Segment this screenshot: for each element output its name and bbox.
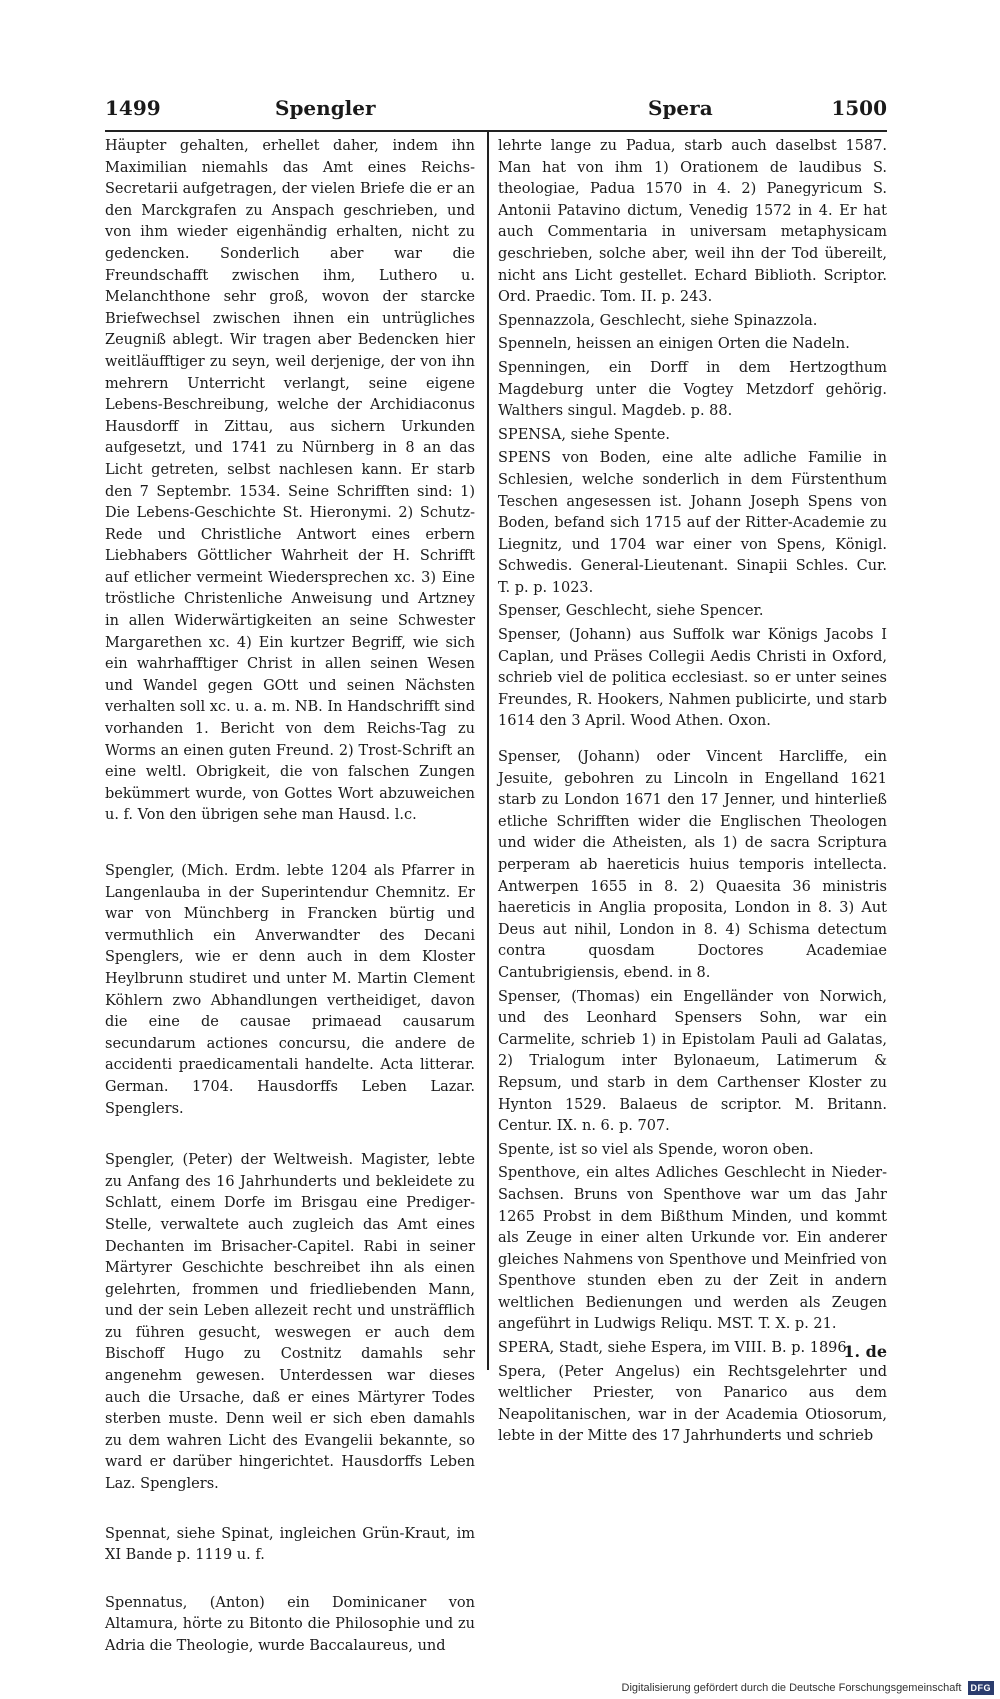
page-number-left: 1499 <box>105 96 161 120</box>
entry-spennatus: Spennatus, (Anton) ein Dominicaner von Altamura, hörte zu Bitonto die Philosophie und zu Adria die Theologie, wurde Baccalaureus, und <box>105 1594 475 1654</box>
entry-spera-stadt: SPERA, Stadt, siehe Espera, im VIII. B. p. 1896 <box>498 1340 847 1357</box>
page-number-right: 1500 <box>831 96 887 120</box>
entry-spenser-johann-jesuit: Spenser, (Johann) oder Vincent Harcliffe, ein Jesuite, gebohren zu Lincoln in Engelland 1621 starb zu London 1671 den 17 Jenner, und hinterließ etliche Schrifften wider die Englischen Theologen und wider die Atheisten, als 1) de sacra Scriptura perperam ab haereticis huius temporis intellecta. Antwerpen 1655 in 8. 2) Quaesita 36 ministris haereticis in Anglia proposita, London in 8. 3) Aut Deus aut nihil, London in 8. 4) Schisma detectum contra quosdam Doctores Academiae Cantubrigiensis, ebend. in 8. <box>498 749 887 981</box>
book-page <box>95 88 887 1654</box>
entry-spensa: SPENSA, siehe Spente. <box>498 426 670 443</box>
running-title-right: Spera <box>648 96 713 120</box>
entry-spenser-thomas: Spenser, (Thomas) ein Engelländer von Norwich, und des Leonhard Spensers Sohn, war ein Carmelite, schrieb 1) in Epistolam Pauli ad Galatas, 2) Trialogum inter Bylonaeum, Latimerum & Repsum, und starb in dem Carthenser Kloster zu Hynton 1529. Balaeus de scriptor. M. Britann. Centur. IX. n. 6. p. 707. <box>498 988 887 1135</box>
entry-spengler-michael: Spengler, (Mich. Erdm. lebte 1204 als Pfarrer in Langenlauba in der Superintendur Chemnitz. Er war von Münchberg in Francken bürtig und vermuthlich ein Anverwandter des Decani Spenglers, wie er denn auch in dem Kloster Heylbrunn studiret und unter M. Martin Clement Köhlern zwo Abhandlungen vertheidiget, davon die eine de causae primaead causarum secundarum actiones concursu, die andere de accidenti praedicamentali handelte. Acta litterar. German. 1704. Hausdorffs Leben Lazar. Spenglers. <box>105 863 475 1117</box>
header-rule <box>105 130 887 132</box>
entry-spenneln: Spenneln, heissen an einigen Orten die Nadeln. <box>498 336 850 353</box>
page-header <box>95 88 887 128</box>
entry-spennat: Spennat, siehe Spinat, ingleichen Grün-Kraut, im XI Bande p. 1119 u. f. <box>105 1525 475 1564</box>
entry-spenser-johann: Spenser, (Johann) aus Suffolk war Königs Jacobs I Caplan, und Präses Collegii Aedis Christi in Oxford, schrieb viel de politica ecclesiast. so er unter seines Freundes, R. Hookers, Nahmen publicirte, und starb 1614 den 3 April. Wood Athen. Oxon. <box>498 627 887 730</box>
entry-continuation-right: lehrte lange zu Padua, starb auch daselbst 1587. Man hat von ihm 1) Orationem de laudibus S. theologiae, Padua 1570 in 4. 2) Panegyricum S. Antonii Patavino dictum, Venedig 1572 in 4. Er hat auch Commentaria in universam metaphysicam geschrieben, solche aber, weil ihn der Tod übereilt, nicht ans Licht gestellet. Echard Biblioth. Scriptor. Ord. Praedic. Tom. II. p. 243. <box>498 138 887 306</box>
entry-spens-von-boden: SPENS von Boden, eine alte adliche Familie in Schlesien, welche sonderlich in dem Fürstenthum Teschen angesessen ist. Johann Joseph Spens von Boden, befand sich 1715 auf der Ritter-Academie zu Liegnitz, und 1704 war einer von Spens, Königl. Schwedis. General-Lieutenant. Sinapii Schles. Cur. T. p. p. 1023. <box>498 450 887 596</box>
column-divider <box>487 130 489 1370</box>
catchword: 1. de <box>843 1342 887 1361</box>
entry-spente: Spente, ist so viel als Spende, woron oben. <box>498 1141 814 1158</box>
footer-text: Digitalisierung gefördert durch die Deutsche Forschungsgemeinschaft <box>621 1682 962 1694</box>
left-column <box>105 136 475 1658</box>
entry-spenningen: Spenningen, ein Dorff in dem Hertzogthum Magdeburg unter die Vogtey Metzdorf gehörig. Walthers singul. Magdeb. p. 88. <box>498 359 887 420</box>
entry-spera-peter: Spera, (Peter Angelus) ein Rechtsgelehrter und weltlicher Priester, von Panarico aus dem Neapolitanischen, war in der Academia Otiosorum, lebte in der Mitte des 17 Jahrhunderts und schrieb <box>498 1363 887 1445</box>
entry-spenser-geschlecht: Spenser, Geschlecht, siehe Spencer. <box>498 603 764 620</box>
entry-continuation: Häupter gehalten, erhellet daher, indem ihn Maximilian niemahls das Amt eines Reichs-Secretarii aufgetragen, der vielen Briefe die er an den Marckgrafen zu Anspach geschrieben, und von ihm wieder eigenhändig erhalten, nicht zu gedencken. Sonderlich aber war die Freundschafft zwischen ihm, Luthero u. Melanchthone sehr groß, wovon der starcke Briefwechsel zwischen ihnen ein untrügliches Zeugniß ablegt. Wir tragen aber Bedencken hier weitläufftiger zu seyn, weil derjenige, der von ihn mehrern Unterricht verlangt, seine eigene Lebens-Beschreibung, welche der Archidiaconus Hausdorff in Zittau, aus sichern Urkunden aufgesetzt, und 1741 zu Nürnberg in 8 an das Licht getreten, selbst nachlesen kann. Er starb den 7 Septembr. 1534. Seine Schrifften sind: 1) Die Lebens-Geschichte St. Hieronymi. 2) Schutz-Rede und Christliche Antwort eines erbern Liebhabers Göttlicher Wahrheit der H. Schrifft auf etlicher vermeint Wiedersprechen xc. 3) Eine tröstliche Christenliche Anweisung und Artzney in allen Widerwärtigkeiten an seine Schwester Margarethen xc. 4) Ein kurtzer Begriff, wie sich ein wahrhafftiger Christ in allen seinen Wesen und Wandel gegen GOtt und seinen Nächsten verhalten soll xc. u. a. m. NB. In Handschrifft sind vorhanden 1. Bericht von dem Reichs-Tag zu Worms an einen guten Freund. 2) Trost-Schrift an eine weltl. Obrigkeit, die von falschen Zungen bekümmert wurde, von Gottes Wort abzuweichen u. f. Von den übrigen sehe man Hausd. l.c. <box>105 138 475 824</box>
entry-spengler-peter: Spengler, (Peter) der Weltweish. Magister, lebte zu Anfang des 16 Jahrhunderts und bekleidete zu Schlatt, einem Dorfe im Brisgau eine Prediger-Stelle, verwaltete auch zugleich das Amt eines Dechanten im Brisacher-Capitel. Rabi in seiner Märtyrer Geschichte beschreibet ihn als einen gelehrten, frommen und friedliebenden Mann, und der sein Leben allezeit recht und unsträfflich zu führen gesucht, weswegen er auch dem Bischoff Hugo zu Costnitz damahls sehr angenehm gewesen. Unterdessen war dieses auch die Ursache, daß er eines Märtyrer Todes sterben muste. Denn weil er sich eben damahls zu dem wahren Licht des Evangelii bekannte, so ward er darüber hingerichtet. Hausdorffs Leben Laz. Spenglers. <box>105 1152 475 1493</box>
entry-spennazzola: Spennazzola, Geschlecht, siehe Spinazzola. <box>498 312 818 329</box>
entry-spenthove: Spenthove, ein altes Adliches Geschlecht in Nieder-Sachsen. Bruns von Spenthove war um das Jahr 1265 Probst in dem Bißthum Minden, und kommt als Zeuge in einer alten Urkunde vor. Ein anderer gleiches Nahmens von Spenthove und Meinfried von Spenthove stunden eben zu der Zeit in andern weltlichen Bedienungen und werden als Zeugen angeführt in Ludwigs Reliqu. MST. T. X. p. 21. <box>498 1165 887 1333</box>
running-title-left: Spengler <box>275 96 376 120</box>
right-column <box>498 136 887 1448</box>
footer-credit <box>622 1677 1000 1699</box>
dfg-logo: DFG <box>968 1681 995 1695</box>
